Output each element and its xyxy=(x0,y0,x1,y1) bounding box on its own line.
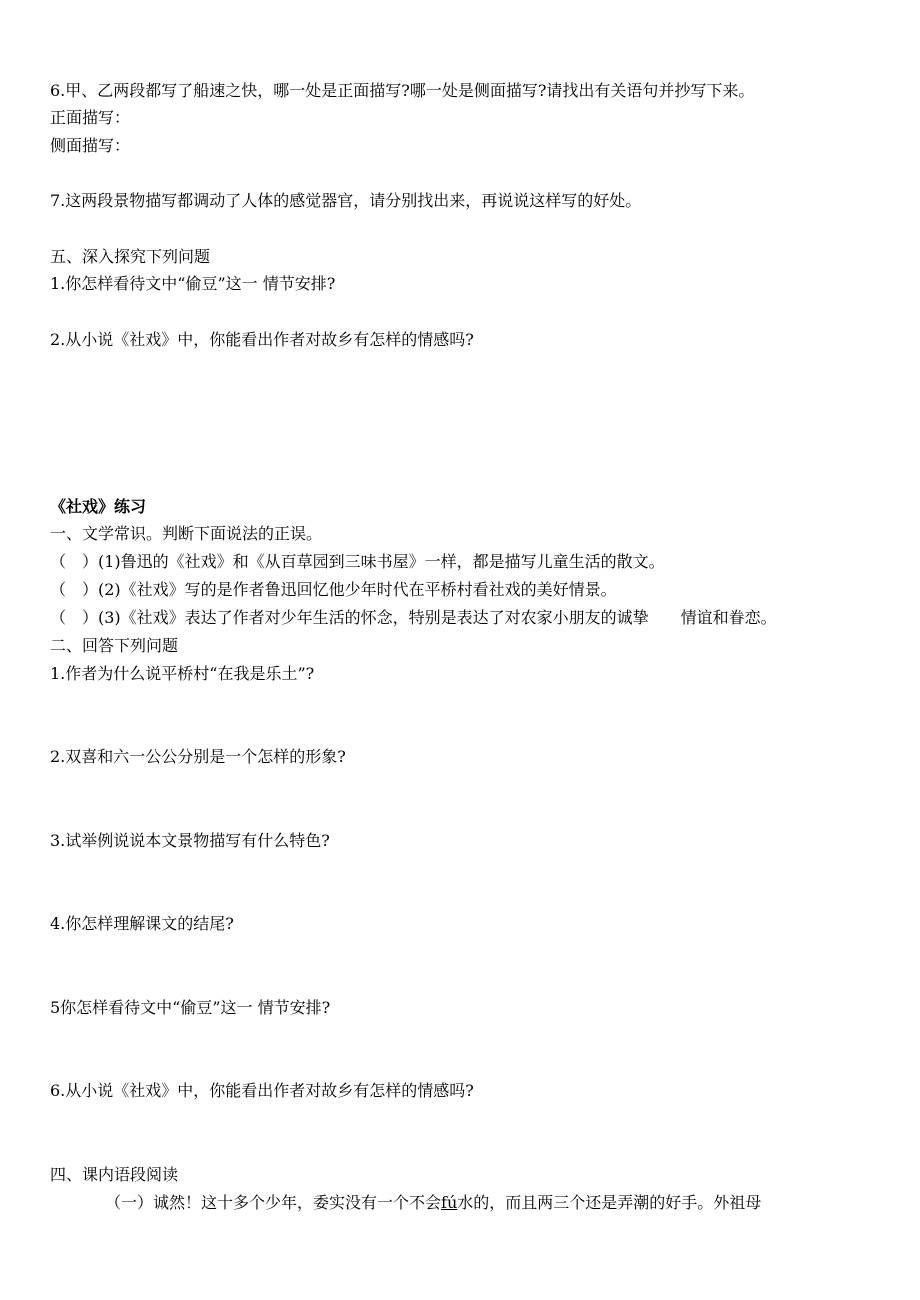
section-2-question-6: 6.从小说《社戏》中，你能看出作者对故乡有怎样的情感吗? xyxy=(50,1081,474,1100)
side-description-label: 侧面描写： xyxy=(50,136,131,155)
exercise-title: 《社戏》练习 xyxy=(50,497,147,516)
judge-item-3: （ ）(3)《社戏》表达了作者对少年生活的怀念，特别是表达了对农家小朋友的诚挚 情谊和眷恋。 xyxy=(50,608,777,627)
section-5-title: 五、深入探究下列问题 xyxy=(50,247,211,266)
front-description-label: 正面描写： xyxy=(50,108,131,127)
question-7: 7.这两段景物描写都调动了人体的感觉器官，请分别找出来，再说说这样写的好处。 xyxy=(50,191,642,210)
section-1-title: 一、文学常识。判断下面说法的正误。 xyxy=(50,524,323,543)
paragraph-text-end: 水的，而且两三个还是弄潮的好手。外祖母 xyxy=(457,1193,762,1212)
section-2-question-1: 1.作者为什么说平桥村“在我是乐土”? xyxy=(50,664,315,683)
section-4-title: 四、课内语段阅读 xyxy=(50,1165,179,1184)
section-2-question-4: 4.你怎样理解课文的结尾? xyxy=(50,914,234,933)
judge-item-1: （ ）(1)鲁迅的《社戏》和《从百草园到三味书屋》一样，都是描写儿童生活的散文。 xyxy=(50,552,665,571)
question-6: 6.甲、乙两段都写了船速之快，哪一处是正面描写?哪一处是侧面描写?请找出有关语句并抄写下来。 xyxy=(50,81,755,100)
section-5-question-2: 2.从小说《社戏》中，你能看出作者对故乡有怎样的情感吗? xyxy=(50,330,474,349)
section-5-question-1: 1.你怎样看待文中“偷豆”这一 情节安排? xyxy=(50,274,336,293)
reading-paragraph-1 xyxy=(105,1193,761,1213)
judge-item-2: （ ）(2)《社戏》写的是作者鲁迅回忆他少年时代在平桥村看社戏的美好情景。 xyxy=(50,580,617,599)
pinyin-blank: fú xyxy=(441,1193,458,1212)
section-2-title: 二、回答下列问题 xyxy=(50,636,179,655)
section-2-question-3: 3.试举例说说本文景物描写有什么特色? xyxy=(50,831,330,850)
paragraph-text-start: （一）诚然！这十多个少年，委实没有一个不会 xyxy=(105,1193,442,1212)
section-2-question-2: 2.双喜和六一公公分别是一个怎样的形象? xyxy=(50,747,346,766)
section-2-question-5: 5你怎样看待文中“偷豆”这一 情节安排? xyxy=(50,998,331,1017)
